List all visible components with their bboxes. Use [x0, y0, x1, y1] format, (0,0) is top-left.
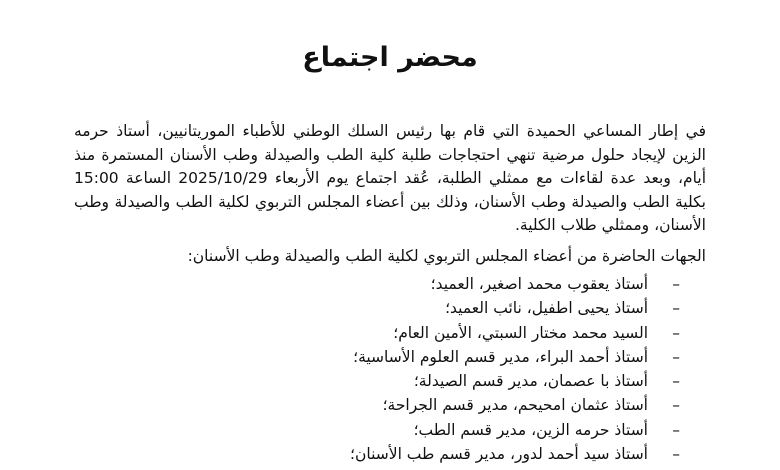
attendee-item [160, 369, 680, 393]
attendee-item [160, 418, 680, 442]
intro-paragraph: في إطار المساعي الحميدة التي قام بها رئيس السلك الوطني للأطباء الموريتانيين، أستاذ حرمه الزين لإيجاد حلول مرضية تنهي احتجاجات طلبة كلية الطب والصيدلة وطب الأسنان المستمرة منذ أيام، وبعد عدة لقاءات مع ممثلي الطلبة، عُقد اجتماع يوم الأربعاء 2025/10/29 الساعة 15:00 بكلية الطب والصيدلة وطب الأسنان، وذلك بين أعضاء المجلس التربوي لكلية الطب والصيدلة وطب الأسنان، وممثلي طلاب الكلية. [74, 122, 706, 234]
list-dash: – [672, 420, 680, 439]
attendee-text: أستاذ سيد أحمد لدور، مدير قسم طب الأسنان؛ [350, 445, 648, 464]
attendee-item [160, 296, 680, 320]
list-dash: – [672, 396, 680, 415]
attendee-item [160, 345, 680, 369]
attendee-text: أستاذ با عصمان، مدير قسم الصيدلة؛ [413, 372, 648, 391]
attendee-item [160, 272, 680, 296]
document-title: محضر اجتماع [302, 42, 478, 73]
list-dash: – [672, 323, 680, 342]
attendee-item [160, 321, 680, 345]
attendee-text: أستاذ حرمه الزين، مدير قسم الطب؛ [413, 420, 648, 439]
list-dash: – [672, 372, 680, 391]
attendee-text: أستاذ يحيى اطفيل، نائب العميد؛ [445, 299, 648, 318]
list-dash: – [672, 275, 680, 293]
attendees-heading: الجهات الحاضرة من أعضاء المجلس التربوي لكلية الطب والصيدلة وطب الأسنان: [187, 247, 706, 265]
list-dash: – [672, 445, 680, 464]
attendee-item [160, 393, 680, 417]
attendees-list [160, 272, 680, 466]
list-dash: – [672, 299, 680, 318]
attendee-text: أستاذ عثمان امحيحم، مدير قسم الجراحة؛ [382, 396, 648, 415]
attendee-item [160, 442, 680, 466]
attendee-text: أستاذ أحمد البراء، مدير قسم العلوم الأساسية؛ [353, 347, 648, 366]
attendee-text: السيد محمد مختار السبتي، الأمين العام؛ [393, 323, 648, 342]
attendee-text: أستاذ يعقوب محمد اصغير، العميد؛ [430, 275, 648, 293]
list-dash: – [672, 347, 680, 366]
